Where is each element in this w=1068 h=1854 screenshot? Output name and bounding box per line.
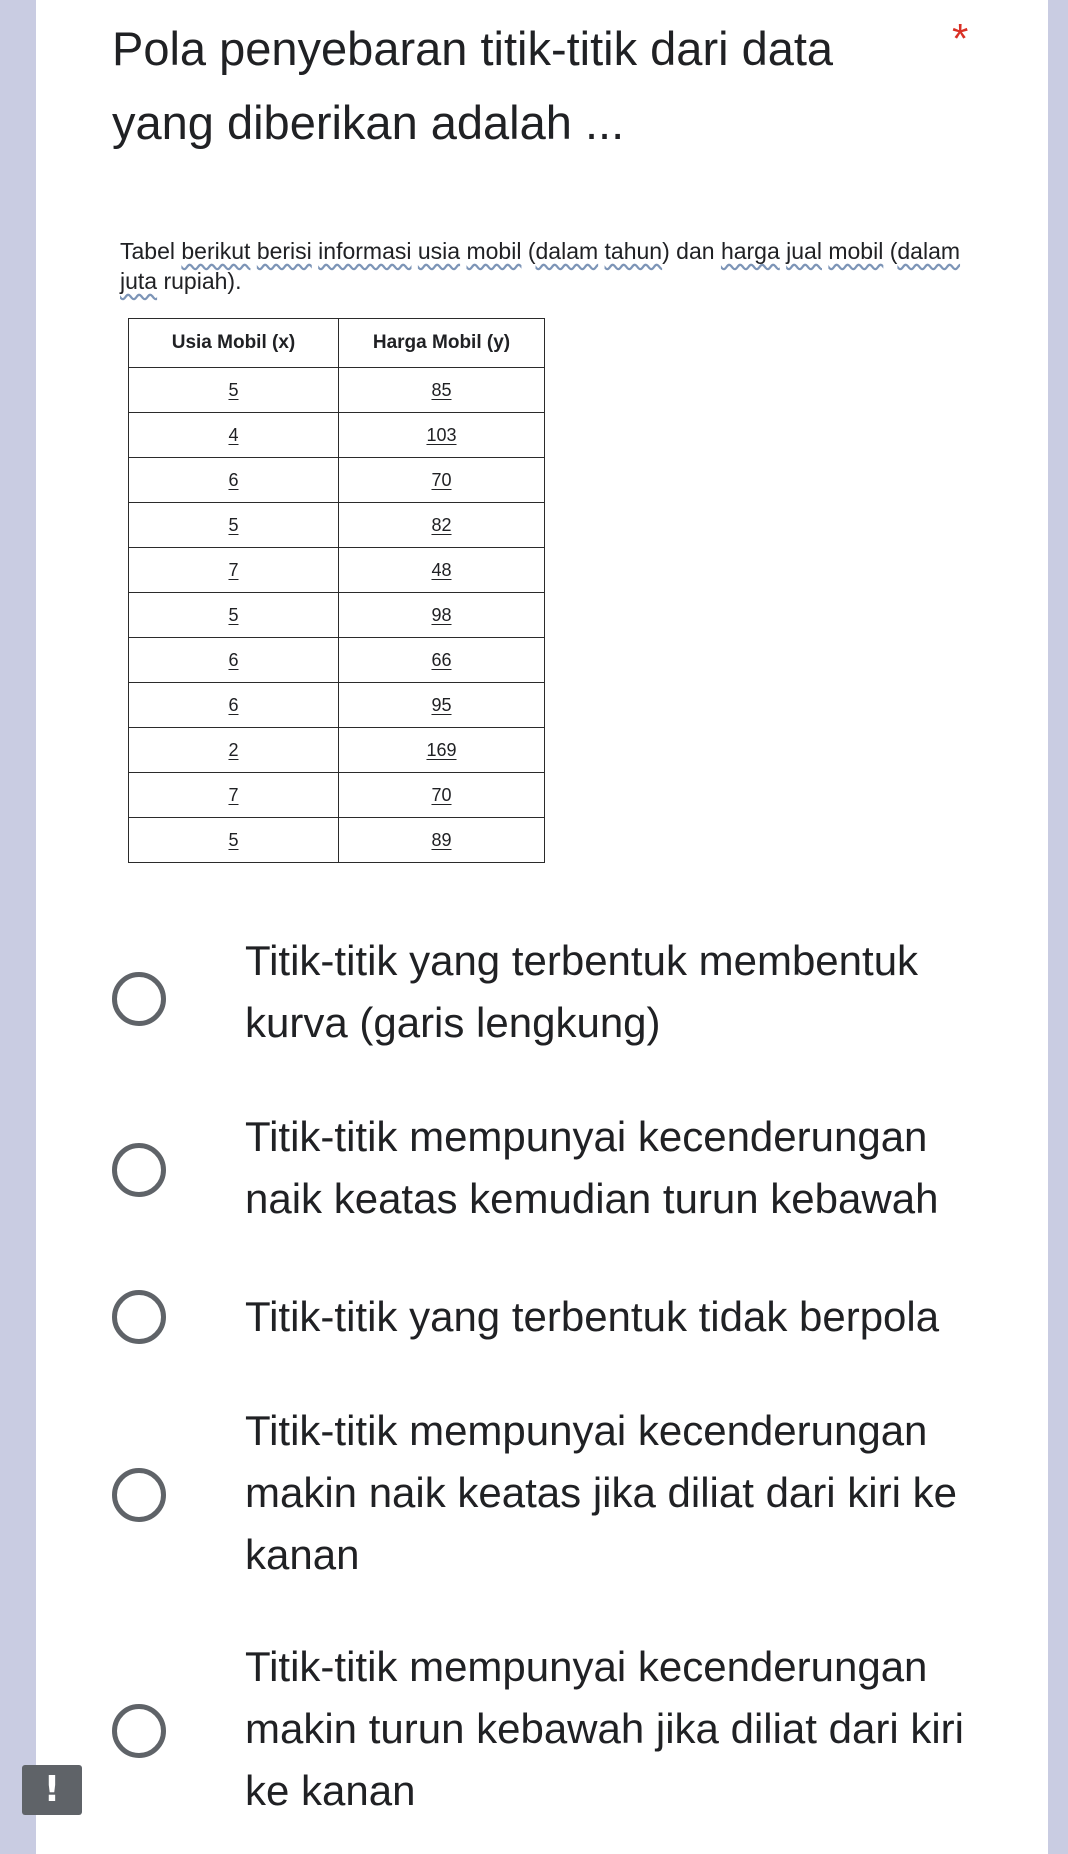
answer-option-label[interactable]: Titik-titik mempunyai kecenderungan naik keatas kemudian turun kebawah [245,1113,939,1222]
table-row [129,773,545,818]
radio-button[interactable] [112,1290,166,1344]
table-row [129,683,545,728]
usia-value: 4 [228,424,239,445]
header-harga-mobil: Harga Mobil (y) [339,319,545,368]
question-card [36,0,1048,1854]
harga-cell [339,458,545,503]
harga-cell [339,638,545,683]
intro-segment: berikut [181,238,251,264]
radio-button[interactable] [112,1704,166,1758]
car-data-table [128,318,545,863]
usia-value: 6 [228,469,239,490]
exclamation-icon[interactable]: ! [22,1765,82,1815]
harga-value: 89 [431,829,452,850]
harga-value: 48 [431,559,452,580]
intro-segment: jual [786,238,822,264]
intro-segment: tahun [604,238,663,264]
harga-value: 70 [431,469,452,490]
harga-value: 66 [431,649,452,670]
usia-value: 6 [228,649,239,670]
table-row [129,638,545,683]
usia-value: 6 [228,694,239,715]
usia-value: 7 [228,784,239,805]
harga-cell [339,413,545,458]
usia-value: 2 [228,739,239,760]
intro-segment: informasi [318,238,412,264]
radio-button[interactable] [112,1468,166,1522]
usia-cell [129,548,339,593]
intro-segment: mobil [828,238,884,264]
answer-option-label[interactable]: Titik-titik mempunyai kecenderungan makin turun kebawah jika diliat dari kiri ke kanan [245,1643,964,1814]
harga-cell [339,548,545,593]
table-header-row [129,319,545,368]
intro-segment: rupiah). [157,268,242,294]
usia-value: 5 [228,604,239,625]
usia-cell [129,458,339,503]
intro-segment: mobil [466,238,522,264]
intro-segment: usia [417,238,461,264]
harga-cell [339,503,545,548]
harga-cell [339,593,545,638]
harga-cell [339,773,545,818]
usia-value: 5 [228,514,239,535]
question-title: Pola penyebaran titik-titik dari data yang diberikan adalah ... [112,22,834,149]
answer-option-label[interactable]: Titik-titik yang terbentuk membentuk kurva (garis lengkung) [245,937,919,1046]
intro-segment: dalam [897,238,961,264]
answer-option-label[interactable]: Titik-titik yang terbentuk tidak berpola [245,1293,940,1340]
usia-cell [129,368,339,413]
intro-segment: ( [883,238,898,264]
harga-value: 82 [431,514,452,535]
intro-segment: dalam [535,238,599,264]
usia-cell [129,593,339,638]
usia-cell [129,413,339,458]
table-row [129,368,545,413]
harga-cell [339,683,545,728]
harga-value: 169 [426,739,457,760]
table-row [129,728,545,773]
intro-segment: Tabel [120,238,182,264]
radio-button[interactable] [112,972,166,1026]
header-usia-mobil: Usia Mobil (x) [129,319,339,368]
table-row [129,818,545,863]
usia-cell [129,818,339,863]
usia-value: 7 [228,559,239,580]
usia-value: 5 [228,829,239,850]
harga-cell [339,818,545,863]
answer-option-label[interactable]: Titik-titik mempunyai kecenderungan makin naik keatas jika diliat dari kiri ke kanan [245,1407,957,1578]
harga-value: 95 [431,694,452,715]
harga-cell [339,368,545,413]
required-indicator: * [952,15,969,62]
usia-cell [129,728,339,773]
intro-segment: ) dan [662,238,721,264]
harga-value: 85 [431,379,452,400]
intro-segment: berisi [256,238,312,264]
intro-segment: harga [720,238,780,264]
intro-segment: ( [521,238,536,264]
intro-segment: juta [120,268,158,294]
table-row [129,413,545,458]
radio-button[interactable] [112,1143,166,1197]
table-intro-text [120,236,980,296]
table-row [129,458,545,503]
usia-cell [129,503,339,548]
harga-value: 70 [431,784,452,805]
table-row [129,548,545,593]
usia-value: 5 [228,379,239,400]
table-row [129,503,545,548]
table-row [129,593,545,638]
usia-cell [129,773,339,818]
harga-value: 103 [426,424,457,445]
usia-cell [129,638,339,683]
usia-cell [129,683,339,728]
harga-cell [339,728,545,773]
harga-value: 98 [431,604,452,625]
